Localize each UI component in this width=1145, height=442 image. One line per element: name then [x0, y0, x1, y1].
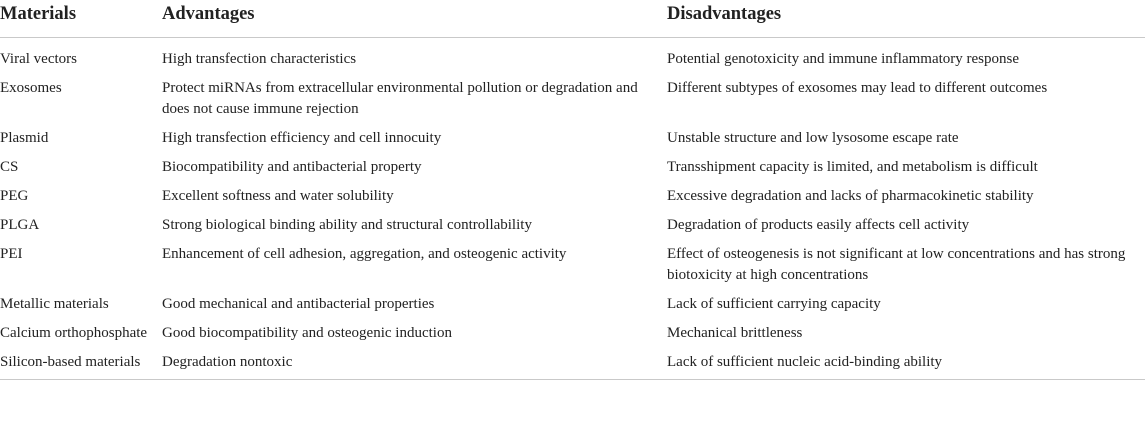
disadvantages-cell: Transshipment capacity is limited, and metabolism is difficult — [667, 159, 1038, 175]
table-row — [0, 319, 1145, 348]
advantages-cell: Excellent softness and water solubility — [162, 188, 394, 204]
advantages-cell: Good mechanical and antibacterial properties — [162, 296, 435, 312]
table-row — [0, 211, 1145, 240]
disadvantages-cell: Lack of sufficient nucleic acid-binding ability — [667, 348, 1145, 380]
disadvantages-cell: Degradation of products easily affects cell activity — [667, 217, 970, 233]
header-advantages: Advantages — [162, 0, 667, 38]
table-body — [0, 38, 1145, 380]
table-row — [0, 38, 1145, 75]
material-cell: PEG — [0, 188, 29, 204]
material-cell: Silicon-based materials — [0, 348, 162, 380]
advantages-cell: Strong biological binding ability and structural controllability — [162, 217, 532, 233]
header-row — [0, 0, 1145, 38]
disadvantages-cell: Potential genotoxicity and immune inflammatory response — [667, 51, 1020, 67]
advantages-cell: High transfection efficiency and cell innocuity — [162, 130, 442, 146]
material-cell: Viral vectors — [0, 51, 77, 67]
disadvantages-cell: Different subtypes of exosomes may lead to different outcomes — [667, 80, 1048, 96]
material-cell: CS — [0, 159, 19, 175]
disadvantages-cell: Excessive degradation and lacks of pharmacokinetic stability — [667, 188, 1034, 204]
table-row — [0, 74, 1145, 124]
material-cell: Exosomes — [0, 80, 62, 96]
advantages-cell: Good biocompatibility and osteogenic induction — [162, 325, 452, 341]
header-materials: Materials — [0, 0, 162, 38]
advantages-cell: High transfection characteristics — [162, 51, 357, 67]
material-cell: PEI — [0, 246, 23, 262]
advantages-cell: Protect miRNAs from extracellular environmental pollution or degradation and does not cause immune rejection — [162, 80, 638, 117]
advantages-cell: Biocompatibility and antibacterial property — [162, 159, 422, 175]
table-row — [0, 348, 1145, 380]
advantages-cell: Enhancement of cell adhesion, aggregation, and osteogenic activity — [162, 246, 567, 262]
header-disadvantages: Disadvantages — [667, 0, 1145, 38]
table-row — [0, 240, 1145, 290]
material-cell: Plasmid — [0, 130, 49, 146]
advantages-cell: Degradation nontoxic — [162, 348, 667, 380]
table-row — [0, 124, 1145, 153]
disadvantages-cell: Effect of osteogenesis is not significant at low concentrations and has strong biotoxicity at high concentrations — [667, 246, 1126, 283]
material-cell: Calcium orthophosphate — [0, 325, 148, 341]
disadvantages-cell: Lack of sufficient carrying capacity — [667, 296, 881, 312]
table-row — [0, 182, 1145, 211]
table-header — [0, 0, 1145, 38]
disadvantages-cell: Mechanical brittleness — [667, 325, 803, 341]
material-cell: PLGA — [0, 217, 40, 233]
material-cell: Metallic materials — [0, 296, 109, 312]
table-row — [0, 290, 1145, 319]
disadvantages-cell: Unstable structure and low lysosome escape rate — [667, 130, 959, 146]
table-row — [0, 153, 1145, 182]
